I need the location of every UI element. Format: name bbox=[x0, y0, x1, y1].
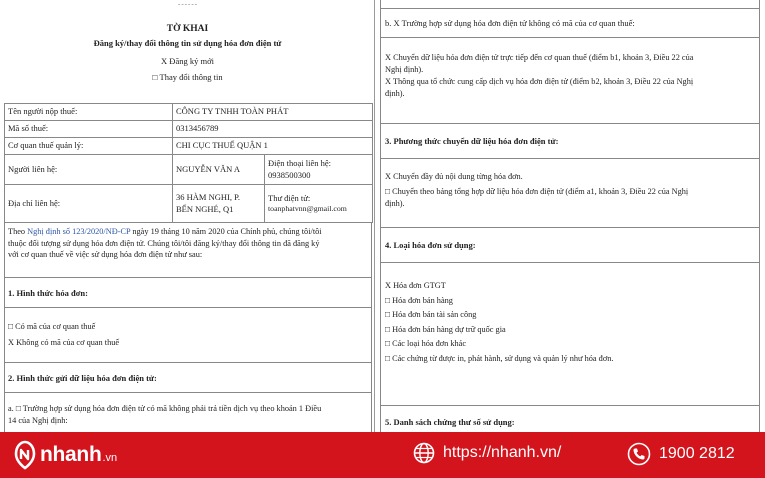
section-5-heading: 5. Danh sách chứng thư số sử dụng: bbox=[380, 405, 760, 432]
invoice-type-public-assets: □ Hóa đơn bán tài sản công bbox=[385, 310, 477, 320]
phone-label: Điện thoại liên hệ: bbox=[268, 158, 332, 169]
website-link[interactable] bbox=[413, 442, 561, 464]
brand-name: nhanh bbox=[40, 443, 102, 466]
tax-office-value: CHI CỤC THUẾ QUẬN 1 bbox=[173, 138, 373, 155]
website-url: https://nhanh.vn/ bbox=[443, 444, 562, 461]
tax-office-label: Cơ quan thuế quản lý: bbox=[5, 138, 173, 155]
section-1-heading: 1. Hình thức hóa đơn: bbox=[4, 278, 372, 308]
section-3-options bbox=[380, 159, 760, 227]
contact-label: Người liên hệ: bbox=[5, 155, 173, 185]
section-2b-options bbox=[380, 38, 760, 123]
section-2b-option-direct-line-1: X Chuyển dữ liệu hóa đơn điện tử trực tiếp đến cơ quan thuế (điểm b1, khoản 3, Điều 22 của bbox=[385, 53, 694, 62]
email-cell bbox=[265, 185, 373, 223]
declaration-page-right bbox=[377, 0, 765, 432]
section-2-content bbox=[4, 393, 372, 432]
taxpayer-label: Tên người nộp thuế: bbox=[5, 104, 173, 121]
section-4-heading: 4. Loại hóa đơn sử dụng: bbox=[380, 227, 760, 263]
section-4-invoice-types bbox=[380, 263, 760, 401]
address-cell bbox=[173, 185, 265, 223]
invoice-type-sales: □ Hóa đơn bán hàng bbox=[385, 295, 453, 305]
phone-value: 0938500300 bbox=[268, 169, 311, 180]
email-label: Thư điện tử: bbox=[268, 192, 311, 203]
section-2b-heading: b. X Trường hợp sử dụng hóa đơn điện tử không có mã của cơ quan thuế: bbox=[380, 8, 760, 38]
section-2b-option-provider-line-2: định). bbox=[385, 89, 405, 99]
section-3-option-summary-line-2: định). bbox=[385, 199, 405, 209]
phone-cell bbox=[265, 155, 373, 185]
section-3-option-summary-line-1: □ Chuyển theo bảng tổng hợp dữ liệu hóa đơn điện tử (điểm a1, khoản 3, Điều 22 của Nghị bbox=[385, 187, 689, 197]
brand-tld: .vn bbox=[102, 452, 118, 464]
hotline-link[interactable] bbox=[627, 442, 735, 466]
invoice-type-vat: X Hóa đơn GTGT bbox=[385, 281, 446, 290]
legal-line-2: thuộc đối tượng sử dụng hóa đơn điện tử. Chúng tôi/tôi đăng ký/thay đổi thông tin đã đăng ký bbox=[8, 238, 320, 248]
phone-icon bbox=[627, 442, 651, 466]
option-change-info: □ Thay đổi thông tin bbox=[152, 72, 223, 82]
hotline-number: 1900 2812 bbox=[659, 445, 735, 462]
contact-value: NGUYỄN VĂN A bbox=[173, 155, 265, 185]
legal-line-3: với cơ quan thuế về việc sử dụng hóa đơn điện tử như sau: bbox=[8, 250, 203, 260]
section-2b-option-direct-line-2: Nghị định). bbox=[385, 65, 424, 75]
address-line-2: BẾN NGHÉ, Q1 bbox=[176, 203, 234, 214]
tax-code-label: Mã số thuế: bbox=[5, 121, 173, 138]
legal-line-1: ngày 19 tháng 10 năm 2020 của Chính phủ, chúng tôi/tôi bbox=[130, 227, 322, 236]
section-1-option-with-code: □ Có mã của cơ quan thuế bbox=[8, 322, 96, 331]
address-label: Địa chỉ liên hệ: bbox=[5, 185, 173, 223]
taxpayer-value: CÔNG TY TNHH TOÀN PHÁT bbox=[173, 104, 373, 121]
document-subtitle: Đăng ký/thay đổi thông tin sử dụng hóa đơn điện tử bbox=[93, 38, 282, 48]
invoice-type-documents: □ Các chứng từ được in, phát hành, sử dụng và quản lý như hóa đơn. bbox=[385, 353, 614, 363]
document-title: TỜ KHAI bbox=[166, 24, 209, 34]
nhanh-logo-mark-icon bbox=[12, 440, 38, 470]
brand-footer-bar bbox=[0, 432, 765, 478]
section-1-options bbox=[4, 308, 372, 363]
section-3-heading: 3. Phương thức chuyển dữ liệu hóa đơn điện tử: bbox=[380, 123, 760, 159]
option-register-new: X Đăng ký mới bbox=[161, 56, 214, 66]
section-2-heading: 2. Hình thức gửi dữ liệu hóa đơn điện tử: bbox=[4, 363, 372, 393]
tax-code-value: 0313456789 bbox=[173, 121, 373, 138]
invoice-type-other: □ Các loại hóa đơn khác bbox=[385, 339, 467, 349]
section-2a-line-1: a. □ Trường hợp sử dụng hóa đơn điện tử có mã không phải trả tiền dịch vụ theo khoản 1 Điều bbox=[8, 404, 322, 413]
legal-basis-paragraph bbox=[4, 222, 372, 278]
legal-prefix: Theo bbox=[8, 227, 28, 236]
section-2a-line-2: 14 của Nghị định: bbox=[8, 415, 68, 425]
globe-icon bbox=[413, 442, 435, 464]
section-2b-option-provider-line-1: X Thông qua tổ chức cung cấp dịch vụ hóa đơn điện tử (điểm b2, khoản 3, Điều 22 của Nghị bbox=[385, 77, 694, 87]
decree-link[interactable]: Nghị định số 123/2020/NĐ-CP bbox=[27, 227, 131, 236]
taxpayer-info-table bbox=[4, 103, 373, 223]
invoice-type-national-reserve: □ Hóa đơn bán hàng dự trữ quốc gia bbox=[385, 324, 506, 334]
email-value: toanphatvnn@gmail.com bbox=[268, 203, 347, 213]
top-mark: ------ bbox=[178, 0, 198, 8]
nhanh-logo[interactable] bbox=[12, 439, 117, 471]
declaration-page-left bbox=[0, 0, 375, 432]
address-line-1: 36 HÀM NGHI, P. bbox=[176, 192, 240, 203]
section-3-option-full: X Chuyển đầy đủ nội dung từng hóa đơn. bbox=[385, 172, 523, 181]
section-1-option-without-code: X Không có mã của cơ quan thuế bbox=[8, 337, 120, 347]
